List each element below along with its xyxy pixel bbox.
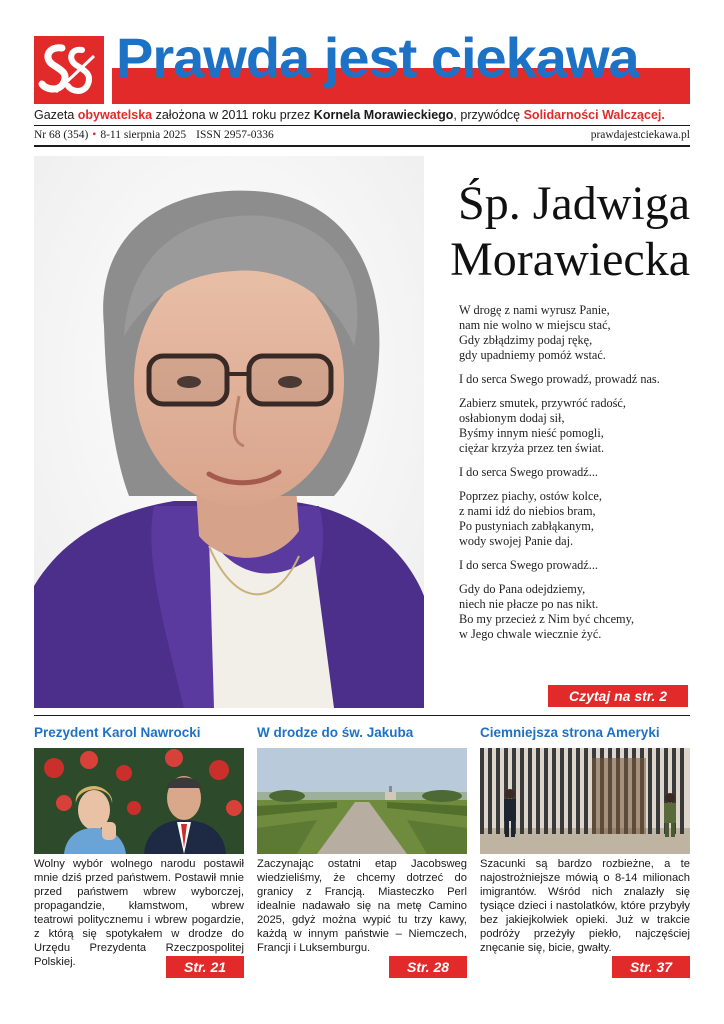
tagline-text: Gazeta	[34, 108, 78, 122]
poem-stanza	[459, 558, 691, 573]
issue-number: Nr 68 (354)	[34, 129, 89, 141]
teaser-nawrocki[interactable]	[34, 724, 244, 975]
poem-stanza	[459, 489, 691, 549]
poem-line: I do serca Swego prowadź, prowadź nas.	[459, 372, 660, 386]
teaser-camino[interactable]	[257, 724, 467, 975]
poem-line: I do serca Swego prowadź...	[459, 465, 598, 479]
poem-line: Gdy do Pana odejdziemy,	[459, 582, 586, 596]
teaser-text: Wolny wybór wolnego narodu postawił mnie dziś przed państwem. Postawił mnie przed państwem wbrew wyborczej, propagandzie, kłamstwom, wbrew teatrowi politycznemu i wbrew pogardzie, z którą się spotykałem w drodze do Urzędu Prezydenta Rzeczpospolitej Polskiej.	[34, 858, 244, 968]
poem-line: niech nie płacze po nas nikt.	[459, 597, 599, 611]
section-divider	[34, 715, 690, 716]
issue-info	[34, 128, 690, 142]
masthead-bottom-rule	[34, 145, 690, 147]
tagline-movement: Solidarności Walczącej.	[523, 108, 665, 122]
poem-line: z nami idź do niebios bram,	[459, 504, 596, 518]
poem-line: Bo my przecież z Nim być chcemy,	[459, 612, 635, 626]
masthead-tagline	[34, 108, 690, 123]
poem-line: Byśmy innym nieść pomogli,	[459, 426, 604, 440]
website-link[interactable]: prawdajestciekawa.pl	[590, 129, 690, 141]
newspaper-logo	[34, 36, 104, 104]
portrait-photo[interactable]	[34, 156, 424, 708]
poem-line: I do serca Swego prowadź...	[459, 558, 598, 572]
road-photo-image	[257, 748, 467, 854]
feature-headline[interactable]	[392, 176, 690, 288]
poem-line: wody swojej Panie daj.	[459, 534, 574, 548]
poem-line: gdy upadniemy pomóż wstać.	[459, 348, 606, 362]
read-more-button[interactable]: Czytaj na str. 2	[548, 685, 688, 707]
portrait-image	[34, 156, 424, 708]
tagline-civic: obywatelska	[77, 108, 153, 122]
poem-line: w Jego chwale wiecznie żyć.	[459, 627, 602, 641]
solidarnosc-walczaca-logo-icon	[34, 36, 104, 104]
poem-stanza	[459, 582, 691, 642]
poem-line: Poprzez piachy, ostów kolce,	[459, 489, 602, 503]
teaser-america[interactable]	[480, 724, 690, 975]
president-photo-image	[34, 748, 244, 854]
border-wall-photo-image	[480, 748, 690, 854]
page-ref-button[interactable]: Str. 37	[612, 956, 690, 978]
poem-line: Gdy zbłądzimy podaj rękę,	[459, 333, 593, 347]
poem-line: Zabierz smutek, przywróć radość,	[459, 396, 626, 410]
tagline-text: założona w 2011 roku przez	[152, 108, 314, 122]
poem-stanza	[459, 465, 691, 480]
teaser-photo-border-wall[interactable]	[480, 748, 690, 854]
teaser-photo-president[interactable]	[34, 748, 244, 854]
poem-line: Po pustyniach zabłąkanym,	[459, 519, 594, 533]
poem-line: W drogę z nami wyrusz Panie,	[459, 303, 610, 317]
teaser-photo-road[interactable]	[257, 748, 467, 854]
poem	[459, 303, 691, 651]
teaser-text: Szacunki są bardzo rozbieżne, a te najostrożniejsze mówią o 8-14 milionach imigrantów. Wśród nich znalazły się tysiące dzieci i nastolatków, które przybyły bez jakiejkolwiek opieki. Już w trakcie podróży przeżyły piekło, najczęściej znęcanie się, bicie, gwałty.	[480, 858, 690, 954]
poem-line: ciężar krzyża przez ten świat.	[459, 441, 605, 455]
poem-line: osłabionym dodaj sił,	[459, 411, 565, 425]
issue-bullet: •	[92, 129, 97, 141]
teaser-text: Zaczynając ostatni etap Jacobsweg wiedzieliśmy, że chcemy dotrzeć do granicy z Francją. Miasteczko Perl idealnie nadawało się na metę Camino 2025, gdyż można wypić tu trzy kawy, każdą w innym państwie – Niemczech, Francji i Luksemburgu.	[257, 858, 467, 954]
teaser-heading[interactable]: W drodze do św. Jakuba	[257, 725, 414, 740]
poem-stanza	[459, 396, 691, 456]
issue-issn: ISSN 2957-0336	[196, 129, 274, 141]
masthead-rule	[34, 125, 690, 126]
page-ref-button[interactable]: Str. 28	[389, 956, 467, 978]
teaser-heading[interactable]: Ciemniejsza strona Ameryki	[480, 725, 660, 740]
page-ref-button[interactable]: Str. 21	[166, 956, 244, 978]
tagline-founder: Kornela Morawieckiego	[313, 108, 454, 122]
issue-date: 8-11 sierpnia 2025	[100, 129, 187, 141]
headline-line-1: Śp. Jadwiga	[458, 177, 690, 230]
poem-stanza	[459, 303, 691, 363]
tagline-text: , przywódcę	[453, 108, 524, 122]
teaser-heading[interactable]: Prezydent Karol Nawrocki	[34, 725, 201, 740]
headline-line-2: Morawiecka	[450, 233, 690, 286]
newspaper-title[interactable]: Prawda jest ciekawa	[116, 26, 639, 89]
poem-line: nam nie wolno w miejscu stać,	[459, 318, 611, 332]
poem-stanza	[459, 372, 691, 387]
